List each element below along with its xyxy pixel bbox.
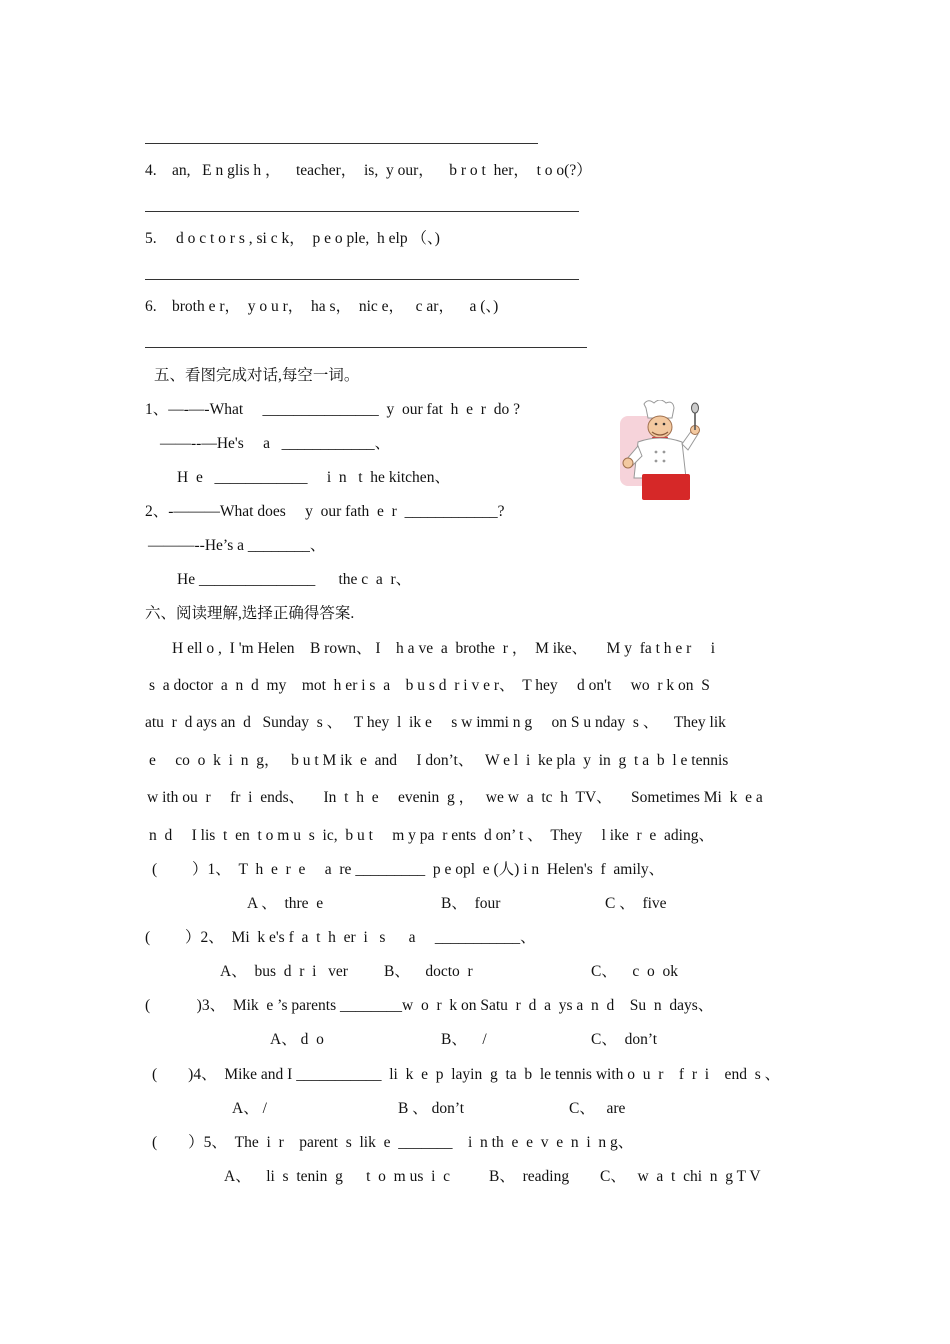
item-4-label: 4.	[145, 162, 157, 179]
answer-line	[145, 279, 579, 280]
passage-line: e co o k i n g， b u t M ik e and I don’t、 W e l i ke pla y in g t a b l e tennis	[149, 752, 729, 769]
item-6-text: broth e r， y o u r， ha s， nic e， c ar， a (、)	[172, 298, 499, 315]
chef-illustration	[616, 400, 706, 504]
option-a: A、 li s tenin g t o m us i c	[224, 1168, 451, 1185]
item-4-text: an, E n glis h ， teacher， is, y our， b r o t her， t o o(?）	[172, 162, 592, 179]
item-6-label: 6.	[145, 298, 157, 315]
passage-line: H ell o , I 'm Helen B rown、 I h a ve a brothe r ， M ike、 M y fa t h e r i	[172, 640, 716, 657]
question-stem: ( ）5、 The i r parent s lik e _______ i n th e e v e n i n g、	[152, 1134, 634, 1151]
dialog-line: 1、—-—-What _______________ y our fat h e r do ?	[145, 401, 520, 418]
answer-line	[145, 143, 538, 144]
option-a: A 、 thre e	[247, 895, 324, 912]
passage-line: n d I lis t en t o m u s ic, b u t m y pa r ents d on’ t 、 They l ike r e ading、	[149, 827, 714, 844]
section-5-title: 五、看图完成对话,每空一词。	[154, 367, 360, 384]
dialog-line: 2、-———What does y our fath e r ____________?	[145, 503, 505, 520]
option-c: C、 are	[569, 1100, 626, 1117]
dialog-line: ——--—He's a ____________、	[160, 435, 391, 452]
answer-line	[145, 211, 579, 212]
answer-line	[145, 347, 587, 348]
option-a: A、 d o	[270, 1031, 324, 1048]
passage-line: atu r d ays an d Sunday s 、 T hey l ik e s w immi n g on S u nday s 、 They lik	[145, 714, 726, 731]
option-b: B、 /	[441, 1031, 487, 1048]
section-6-title: 六、阅读理解,选择正确得答案.	[145, 605, 355, 622]
option-b: B、 docto r	[384, 963, 473, 980]
option-a: A、 bus d r i ver	[220, 963, 348, 980]
passage-line: w ith ou r fr i ends、 In t h e evenin g ， we w a tc h TV、 Sometimes Mi k e a	[147, 789, 763, 806]
option-a: A、 /	[232, 1100, 267, 1117]
option-c: C、 w a t chi n g T V	[600, 1168, 761, 1185]
item-5-label: 5.	[145, 230, 157, 247]
chef-apron	[642, 474, 690, 500]
question-stem: ( )3、 Mik e ’s parents ________w o r k on Satu r d a ys a n d Su n days、	[145, 997, 714, 1014]
option-c: C 、 five	[605, 895, 667, 912]
dialog-line: ———--He’s a ________、	[148, 537, 326, 554]
option-b: B 、 don’t	[398, 1100, 465, 1117]
dialog-line: He _______________ the c a r、	[177, 571, 412, 588]
question-stem: ( ）2、 Mi k e's f a t h er i s a ___________、	[145, 929, 536, 946]
dialog-line: H e ____________ i n t he kitchen、	[177, 469, 450, 486]
option-b: B、 reading	[489, 1168, 570, 1185]
question-stem: ( )4、 Mike and I ___________ li k e p layin g ta b le tennis with o u r f r i end s 、	[152, 1066, 781, 1083]
question-stem: ( ）1、 T h e r e a re _________ p e opl e (人) i n Helen's f amily、	[152, 861, 665, 878]
option-b: B、 four	[441, 895, 501, 912]
option-c: C、 c o ok	[591, 963, 678, 980]
item-5-text: d o c t o r s , si c k， p e o ple, h elp （、)	[176, 230, 440, 247]
chef-hat-icon	[644, 400, 674, 418]
option-c: C、 don’t	[591, 1031, 658, 1048]
passage-line: s a doctor a n d my mot h er i s a b u s d r i v e r、 T hey d on't wo r k on S	[149, 677, 710, 694]
